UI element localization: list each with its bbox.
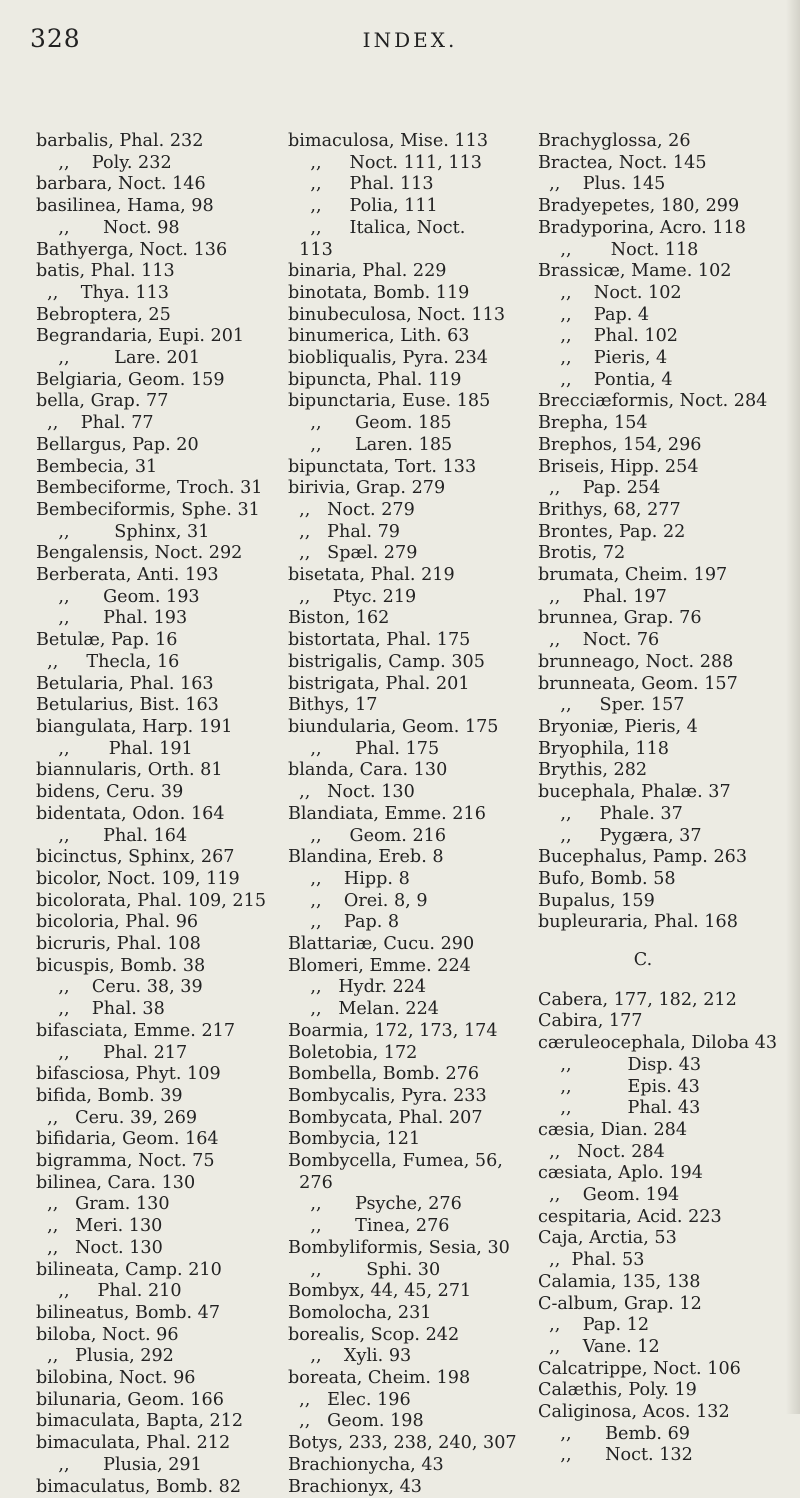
index-entry: ,, Psyche, 276 (288, 1194, 462, 1215)
index-entry: 113 (288, 239, 333, 260)
index-entry: ,, Bemb. 69 (538, 1423, 690, 1444)
index-entry: ,, Pygæra, 37 (538, 825, 702, 846)
index-entry: Bombycata, Phal. 207 (288, 1107, 483, 1128)
index-entry: ,, Phal. 53 (538, 1250, 645, 1271)
index-entry: Bradyporina, Acro. 118 (538, 217, 746, 238)
index-entry: Bathyerga, Noct. 136 (36, 239, 228, 260)
index-entry: batis, Phal. 113 (36, 261, 175, 282)
index-entry: ,, Thya. 113 (36, 282, 170, 303)
index-entry: Bradyepetes, 180, 299 (538, 196, 740, 217)
index-entry: ,, Pap. 8 (288, 912, 400, 933)
index-entry: bifasciata, Emme. 217 (36, 1020, 236, 1041)
index-entry: ,, Xyli. 93 (288, 1346, 412, 1367)
index-entry: binubeculosa, Noct. 113 (288, 304, 506, 325)
section-letter-heading: C. (633, 950, 653, 971)
index-entry: Bombycalis, Pyra. 233 (288, 1085, 487, 1106)
index-entry: Brephos, 154, 296 (538, 434, 702, 455)
index-entry: ,, Pap. 12 (538, 1315, 650, 1336)
index-entry: Brithys, 68, 277 (538, 499, 681, 520)
index-entry: Berberata, Anti. 193 (36, 565, 219, 586)
index-entry: barbara, Noct. 146 (36, 174, 206, 195)
index-entry: ,, Phale. 37 (538, 803, 683, 824)
index-entry: Brachyglossa, 26 (538, 131, 691, 151)
index-entry: ,, Plusia, 292 (36, 1346, 174, 1367)
index-entry: blanda, Cara. 130 (288, 760, 448, 781)
index-entry: bipunctaria, Euse. 185 (288, 391, 491, 412)
index-entry: Brachionycha, 43 (288, 1454, 444, 1475)
index-entry: Bombella, Bomb. 276 (288, 1064, 480, 1085)
index-entry: bimaculata, Bapta, 212 (36, 1411, 244, 1432)
index-entry: bidentata, Odon. 164 (36, 803, 225, 824)
index-entry: bucephala, Phalæ. 37 (538, 782, 731, 803)
index-entry: ,, Geom. 216 (288, 825, 447, 846)
index-entry: Calæthis, Poly. 19 (538, 1380, 697, 1401)
index-entry: borealis, Scop. 242 (288, 1324, 460, 1345)
index-column-left (36, 131, 286, 1498)
index-entry: bistrigalis, Camp. 305 (288, 651, 485, 672)
index-entry: bistrigata, Phal. 201 (288, 673, 470, 694)
page-heading: INDEX. (362, 28, 458, 52)
index-entry: Biston, 162 (288, 608, 390, 629)
index-entry: ,, Lare. 201 (36, 348, 201, 369)
index-entry: Caja, Arctia, 53 (538, 1228, 677, 1249)
index-entry: ,, Spæl. 279 (288, 543, 418, 564)
index-entry: ,, Noct. 102 (538, 282, 682, 303)
index-entry: Blandina, Ereb. 8 (288, 847, 444, 868)
index-entry: cæsia, Dian. 284 (538, 1119, 688, 1140)
index-entry: Blomeri, Emme. 224 (288, 955, 471, 976)
index-entry: ,, Hipp. 8 (288, 868, 410, 889)
index-entry: boreata, Cheim. 198 (288, 1368, 471, 1389)
index-entry: ,, Thecla, 16 (36, 651, 180, 672)
index-entry: bifidaria, Geom. 164 (36, 1129, 219, 1150)
index-entry: binotata, Bomb. 119 (288, 282, 470, 303)
index-entry: Bombycella, Fumea, 56, (288, 1151, 503, 1172)
index-entry: ,, Plusia, 291 (36, 1454, 202, 1475)
index-entry: ,, Phal. 77 (36, 413, 154, 434)
index-entry: ,, Pieris, 4 (538, 348, 668, 369)
index-entry: Bembecia, 31 (36, 456, 158, 477)
index-entry: ,, Phal. 113 (288, 174, 434, 195)
index-entry: ,, Noct. 284 (538, 1141, 665, 1162)
index-entry: brumata, Cheim. 197 (538, 565, 728, 586)
index-entry: bilineata, Camp. 210 (36, 1259, 222, 1280)
index-entry: ,, Phal. 197 (538, 586, 667, 607)
index-entry: ,, Geom. 198 (288, 1411, 424, 1432)
index-entry: Brecciæformis, Noct. 284 (538, 391, 768, 412)
index-entry: birivia, Grap. 279 (288, 478, 446, 499)
index-entry: Bomolocha, 231 (288, 1302, 432, 1323)
index-entry: Calamia, 135, 138 (538, 1271, 701, 1292)
index-entry: bisetata, Phal. 219 (288, 565, 455, 586)
index-entry: Blattariæ, Cucu. 290 (288, 934, 475, 955)
index-entry: Bryoniæ, Pieris, 4 (538, 716, 698, 737)
index-entry: ,, Ceru. 39, 269 (36, 1107, 198, 1128)
index-entry: ,, Phal. 191 (36, 738, 193, 759)
index-entry: bilunaria, Geom. 166 (36, 1389, 224, 1410)
index-entry: ,, Phal. 102 (538, 326, 678, 347)
index-entry: ,, Phal. 38 (36, 999, 165, 1020)
index-entry: ,, Laren. 185 (288, 434, 453, 455)
index-entry: ,, Vane. 12 (538, 1336, 660, 1357)
index-entry: biobliqualis, Pyra. 234 (288, 348, 488, 369)
index-entry: bipunctata, Tort. 133 (288, 456, 477, 477)
index-entry: ,, Noct. 130 (288, 782, 415, 803)
index-entry: bimaculosa, Mise. 113 (288, 131, 489, 151)
index-entry: Calcatrippe, Noct. 106 (538, 1358, 741, 1379)
index-entry: ,, Phal. 43 (538, 1098, 701, 1119)
index-column-middle (288, 131, 538, 1498)
index-entry: Brontes, Pap. 22 (538, 521, 686, 542)
index-entry: Betularius, Bist. 163 (36, 695, 219, 716)
index-entry: Blandiata, Emme. 216 (288, 803, 486, 824)
index-entry: ,, Pontia, 4 (538, 369, 673, 390)
index-entry: ,, Polia, 111 (288, 196, 438, 217)
index-entry: bistortata, Phal. 175 (288, 630, 471, 651)
index-entry: Brotis, 72 (538, 543, 626, 564)
index-entry: Bucephalus, Pamp. 263 (538, 847, 748, 868)
index-entry: bicinctus, Sphinx, 267 (36, 847, 235, 868)
index-entry: ,, Tinea, 276 (288, 1216, 450, 1237)
index-entry: ,, Phal. 79 (288, 521, 401, 542)
index-entry: bicolor, Noct. 109, 119 (36, 868, 240, 889)
index-entry: ,, Poly. 232 (36, 152, 172, 173)
index-entry: ,, Hydr. 224 (288, 977, 427, 998)
index-entry: ,, Noct. 111, 113 (288, 152, 482, 173)
index-entry: ,, Ceru. 38, 39 (36, 977, 203, 998)
index-entry: bicruris, Phal. 108 (36, 934, 201, 955)
index-entry: bifasciosa, Phyt. 109 (36, 1064, 221, 1085)
index-entry: bilinea, Cara. 130 (36, 1172, 196, 1193)
index-entry: bicuspis, Bomb. 38 (36, 955, 206, 976)
index-entry: bicolorata, Phal. 109, 215 (36, 890, 267, 911)
index-entry: bupleuraria, Phal. 168 (538, 912, 738, 933)
index-entry: ,, Pap. 254 (538, 478, 661, 499)
index-entry: C-album, Grap. 12 (538, 1293, 702, 1314)
index-entry: Boletobia, 172 (288, 1042, 418, 1063)
index-entry: Bupalus, 159 (538, 890, 655, 911)
index-entry: Cabera, 177, 182, 212 (538, 989, 737, 1010)
index-entry: ,, Italica, Noct. (288, 217, 466, 238)
index-entry: bidens, Ceru. 39 (36, 782, 184, 803)
index-entry: barbalis, Phal. 232 (36, 131, 204, 151)
index-entry: brunneago, Noct. 288 (538, 651, 734, 672)
index-entry: Caliginosa, Acos. 132 (538, 1402, 730, 1423)
index-entry: Bembeciforme, Troch. 31 (36, 478, 263, 499)
index-entry: ,, Geom. 185 (288, 413, 452, 434)
index-entry: Bombycia, 121 (288, 1129, 421, 1150)
index-entry: ,, Sphinx, 31 (36, 521, 210, 542)
index-entry: cæsiata, Aplo. 194 (538, 1163, 703, 1184)
index-entry: ,, Disp. 43 (538, 1054, 702, 1075)
index-column-right (538, 131, 788, 1467)
index-entry: 276 (288, 1172, 333, 1193)
index-entry: Bryophila, 118 (538, 738, 669, 759)
index-entry: Brepha, 154 (538, 413, 648, 434)
index-entry: Belgiaria, Geom. 159 (36, 369, 225, 390)
index-entry: bella, Grap. 77 (36, 391, 169, 412)
index-entry: ,, Elec. 196 (288, 1389, 411, 1410)
index-entry: ,, Phal. 193 (36, 608, 188, 629)
index-entry: ,, Noct. 76 (538, 630, 660, 651)
index-entry: biangulata, Harp. 191 (36, 716, 233, 737)
index-entry: Boarmia, 172, 173, 174 (288, 1020, 498, 1041)
index-entry: biundularia, Geom. 175 (288, 716, 499, 737)
index-entry: ,, Noct. 118 (538, 239, 699, 260)
index-entry: ,, Geom. 194 (538, 1185, 680, 1206)
index-entry: ,, Ptyc. 219 (288, 586, 417, 607)
index-entry: Betularia, Phal. 163 (36, 673, 214, 694)
index-entry: bilineatus, Bomb. 47 (36, 1302, 221, 1323)
index-entry: Begrandaria, Eupi. 201 (36, 326, 245, 347)
index-entry: Cabira, 177 (538, 1011, 643, 1032)
index-entry: Bombyx, 44, 45, 271 (288, 1281, 472, 1302)
index-entry: Bufo, Bomb. 58 (538, 868, 676, 889)
index-entry: Bellargus, Pap. 20 (36, 434, 199, 455)
index-entry: bifida, Bomb. 39 (36, 1085, 183, 1106)
index-entry: biannularis, Orth. 81 (36, 760, 223, 781)
index-entry: binaria, Phal. 229 (288, 261, 447, 282)
index-entry: ,, Phal. 175 (288, 738, 440, 759)
index-entry: Brachionyx, 43 (288, 1476, 422, 1497)
index-entry: binumerica, Lith. 63 (288, 326, 470, 347)
index-entry: ,, Melan. 224 (288, 999, 439, 1020)
index-entry: bicoloria, Phal. 96 (36, 912, 199, 933)
index-entry: bilobina, Noct. 96 (36, 1368, 196, 1389)
index-entry: ,, Gram. 130 (36, 1194, 170, 1215)
index-entry: ,, Sper. 157 (538, 695, 685, 716)
index-entry: Briseis, Hipp. 254 (538, 456, 699, 477)
index-entry: Bithys, 17 (288, 695, 378, 716)
index-entry: ,, Pap. 4 (538, 304, 650, 325)
index-entry: Brassicæ, Mame. 102 (538, 261, 732, 282)
index-entry: Bembeciformis, Sphe. 31 (36, 499, 260, 520)
index-entry: cæruleocephala, Diloba 43 (538, 1033, 778, 1054)
index-entry: ,, Orei. 8, 9 (288, 890, 428, 911)
index-entry: ,, Phal. 217 (36, 1042, 188, 1063)
index-entry: ,, Meri. 130 (36, 1216, 163, 1237)
index-entry: ,, Sphi. 30 (288, 1259, 441, 1280)
index-entry: ,, Noct. 130 (36, 1237, 163, 1258)
index-entry: Brythis, 282 (538, 760, 648, 781)
index-entry: ,, Geom. 193 (36, 586, 200, 607)
index-entry: ,, Phal. 164 (36, 825, 188, 846)
index-entry: ,, Noct. 132 (538, 1445, 693, 1466)
index-entry: ,, Plus. 145 (538, 174, 666, 195)
index-entry: bimaculatus, Bomb. 82 (36, 1476, 242, 1497)
index-entry: biloba, Noct. 96 (36, 1324, 179, 1345)
index-entry: bigramma, Noct. 75 (36, 1151, 215, 1172)
index-entry: bimaculata, Phal. 212 (36, 1433, 231, 1454)
index-entry: Bebroptera, 25 (36, 304, 171, 325)
index-entry: brunnea, Grap. 76 (538, 608, 702, 629)
index-entry: basilinea, Hama, 98 (36, 196, 214, 217)
index-entry: Bengalensis, Noct. 292 (36, 543, 243, 564)
index-entry: Betulæ, Pap. 16 (36, 630, 178, 651)
index-entry: ,, Epis. 43 (538, 1076, 700, 1097)
index-entry: ,, Phal. 210 (36, 1281, 182, 1302)
page-number: 328 (30, 24, 81, 53)
index-entry: ,, Noct. 98 (36, 217, 180, 238)
index-entry: cespitaria, Acid. 223 (538, 1206, 722, 1227)
index-entry: Botys, 233, 238, 240, 307 (288, 1433, 517, 1454)
index-entry: Bractea, Noct. 145 (538, 152, 707, 173)
index-entry: bipuncta, Phal. 119 (288, 369, 462, 390)
index-entry: Bombyliformis, Sesia, 30 (288, 1237, 510, 1258)
index-entry: brunneata, Geom. 157 (538, 673, 738, 694)
page-edge-shadow (786, 0, 800, 1414)
index-entry: ,, Noct. 279 (288, 499, 415, 520)
